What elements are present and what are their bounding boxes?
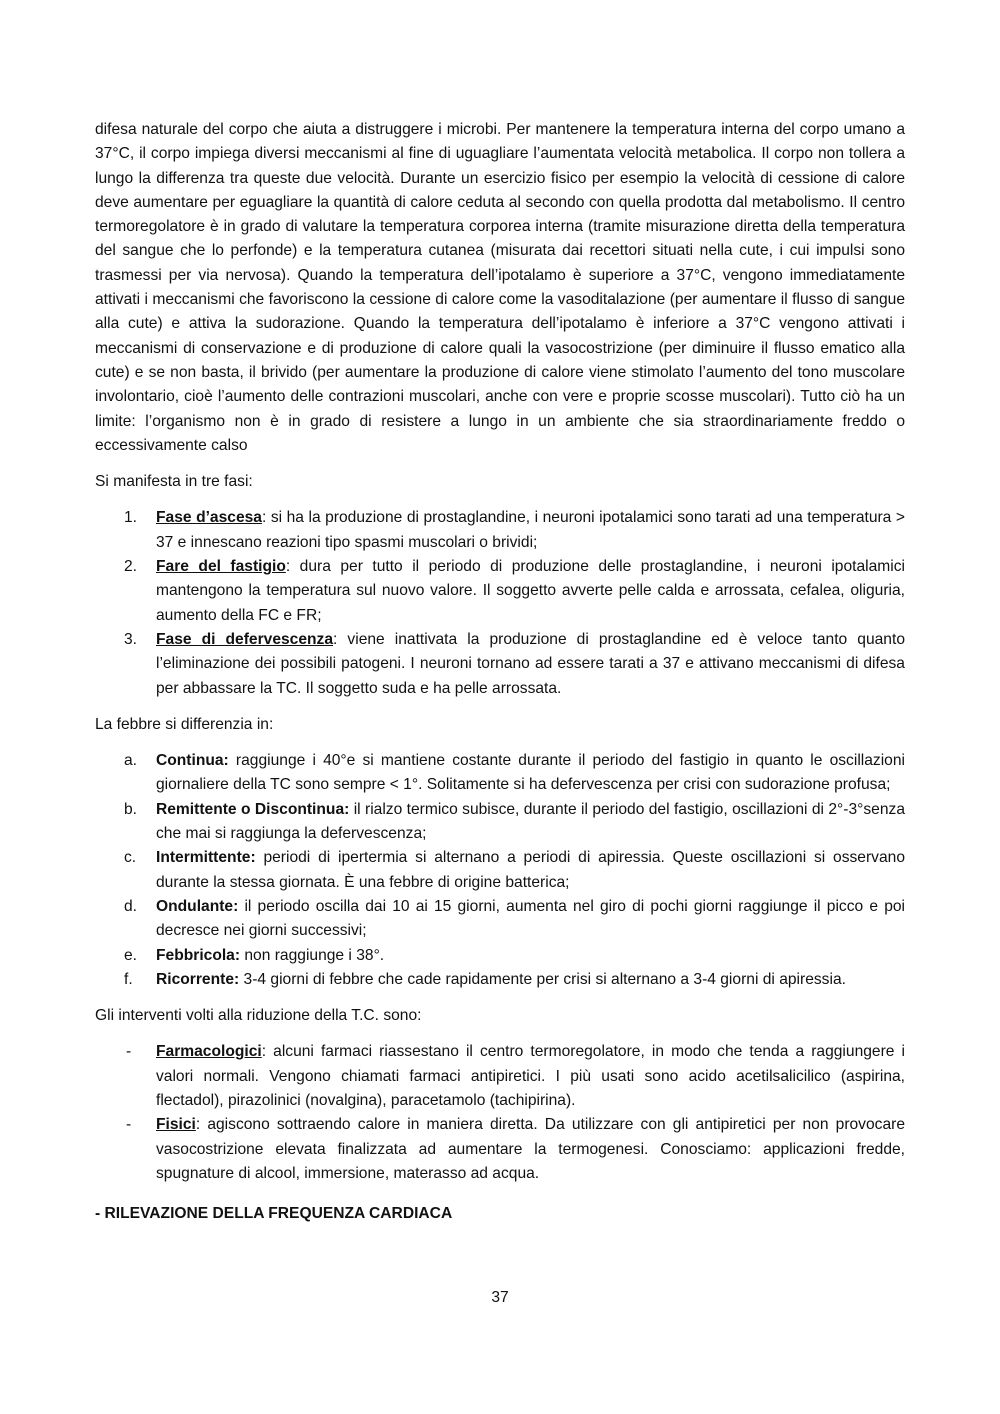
list-marker: - bbox=[126, 1043, 132, 1061]
list-marker: - bbox=[126, 1116, 132, 1134]
term: Ondulante: bbox=[156, 897, 239, 915]
item-text: periodi di ipertermia si alternano a periodi di apiressia. Queste oscillazioni si osservano durante la stessa giornata. È una febbre di origine batterica; bbox=[156, 849, 905, 891]
term: Ricorrente: bbox=[156, 970, 240, 988]
list-marker: 2. bbox=[124, 558, 138, 576]
item-text: il periodo oscilla dai 10 ai 15 giorni, aumenta nel giro di pochi giorni raggiunge il picco e poi decresce nei giorni successivi; bbox=[156, 897, 905, 940]
item-text: : agiscono sottraendo calore in maniera diretta. Da utilizzare con gli antipiretici per non provocare vasocostrizione elevata finalizzata ad aumentare la termogenesi. Conosciamo: applicazioni fredde, spugnature di alcool, immersione, materasso ad acqua. bbox=[156, 1116, 905, 1182]
list-item bbox=[95, 1040, 905, 1113]
list-marker: e. bbox=[124, 946, 138, 964]
list-marker: b. bbox=[124, 800, 138, 818]
term: Remittente o Discontinua: bbox=[156, 800, 350, 818]
list-marker: 3. bbox=[124, 630, 138, 648]
item-text: non raggiunge i 38°. bbox=[240, 946, 385, 964]
list-marker: a. bbox=[124, 752, 138, 770]
term: Febbricola: bbox=[156, 946, 241, 964]
list-marker: f. bbox=[124, 970, 133, 988]
page-number: 37 bbox=[491, 1289, 509, 1306]
intro-paragraph: difesa naturale del corpo che aiuta a distruggere i microbi. Per mantenere la temperatura interna del corpo umano a 37°C, il corpo impiega diversi meccanismi al fine di uguagliare l’aumentata velocità metabolica. Il corpo non tollera a lungo la differenza tra queste due velocità. Durante un esercizio fisico per esempio la velocità di cessione di calore deve aumentare per eguagliare la quantità di calore ceduta al secondo con quella prodotta dal metabolismo. Il centro termoregolatore è in grado di valutare la temperatura corporea interna (tramite misurazione diretta della temperatura del sangue che lo perfonde) e la temperatura cutanea (misurata dai recettori situati nella cute, i cui impulsi sono trasmessi per via nervosa). Quando la temperatura dell’ipotalamo è superiore a 37°C, vengono immediatamente attivati i meccanismi che favoriscono la cessione di calore come la vasoditalazione (per aumentare il flusso di sangue alla cute) e attiva la sudorazione. Quando la temperatura dell’ipotalamo è inferiore a 37°C vengono attivati i meccanismi di conservazione e di produzione di calore quali la vasocostrizione (per diminuire il flusso ematico alla cute) e se non basta, il brivido (per aumentare la produzione di calore viene stimolato l’aumento del tono muscolare involontario, cioè l’aumento delle contrazioni muscolari, anche con vere e proprie scosse muscolari). Tutto ciò ha un limite: l’organismo non è in grado di resistere a lungo in un ambiente che sia straordinariamente freddo o eccessivamente calso bbox=[95, 121, 905, 454]
term: Fisici bbox=[156, 1116, 196, 1134]
item-text: : si ha la produzione di prostaglandine, i neuroni ipotalamici sono tarati ad una temperatura > 37 e innescano reazioni tipo spasmi muscolari o brividi; bbox=[156, 509, 905, 551]
list-item bbox=[95, 798, 905, 847]
page-content bbox=[95, 118, 905, 1226]
list-marker: 1. bbox=[124, 509, 138, 527]
item-text: il rialzo termico subisce, durante il periodo del fastigio, oscillazioni di 2°-3°senza che mai si raggiunga la defervescenza; bbox=[156, 800, 905, 843]
item-text: 3-4 giorni di febbre che cade rapidamente per crisi si alternano a 3-4 giorni di apiressia. bbox=[239, 970, 846, 988]
list-item bbox=[95, 506, 905, 555]
item-text: raggiunge i 40°e si mantiene costante durante il periodo del fastigio in quanto le oscillazioni giornaliere della TC sono sempre < 1°. Solitamente si ha defervescenza per crisi con sudorazione profusa; bbox=[156, 752, 905, 794]
types-list bbox=[95, 749, 905, 992]
types-intro: La febbre si differenzia in: bbox=[95, 715, 274, 733]
term: Intermittente: bbox=[156, 849, 256, 867]
term: Fase di defervescenza bbox=[156, 630, 334, 648]
list-marker: c. bbox=[124, 849, 137, 867]
list-item bbox=[95, 628, 905, 701]
item-text: : dura per tutto il periodo di produzione delle prostaglandine, i neuroni ipotalamici mantengono la temperatura sul nuovo valore. Il soggetto avverte pelle calda e arrossata, cefalea, oliguria, aumento della FC e FR; bbox=[156, 558, 905, 624]
phases-intro: Si manifesta in tre fasi: bbox=[95, 473, 253, 491]
list-item bbox=[95, 749, 905, 798]
list-item bbox=[95, 944, 905, 968]
term: Fase d’ascesa bbox=[156, 509, 262, 527]
list-item bbox=[95, 968, 905, 992]
item-text: : viene inattivata la produzione di prostaglandine ed è veloce tanto quanto l’eliminazione dei possibili patogeni. I neuroni tornano ad essere tarati a 37 e attivano meccanismi di difesa per abbassare la TC. Il soggetto suda e ha pelle arrossata. bbox=[156, 630, 905, 697]
interventions-intro: Gli interventi volti alla riduzione della T.C. sono: bbox=[95, 1007, 422, 1025]
list-marker: d. bbox=[124, 897, 138, 915]
phases-list bbox=[95, 506, 905, 700]
term: Continua: bbox=[156, 752, 229, 770]
section-heading: - RILEVAZIONE DELLA FREQUENZA CARDIACA bbox=[95, 1205, 453, 1223]
interventions-list bbox=[95, 1040, 905, 1186]
term: Fare del fastigio bbox=[156, 558, 286, 576]
item-text: : alcuni farmaci riassestano il centro termoregolatore, in modo che tenda a raggiungere i valori normali. Vengono chiamati farmaci antipiretici. I più usati sono acido acetilsalicilico (aspirina, flectadol), pirazolinici (novalgina), paracetamolo (tachipirina). bbox=[156, 1043, 905, 1109]
list-item bbox=[95, 1113, 905, 1186]
list-item bbox=[95, 895, 905, 944]
list-item bbox=[95, 846, 905, 895]
term: Farmacologici bbox=[156, 1043, 262, 1061]
list-item bbox=[95, 555, 905, 628]
